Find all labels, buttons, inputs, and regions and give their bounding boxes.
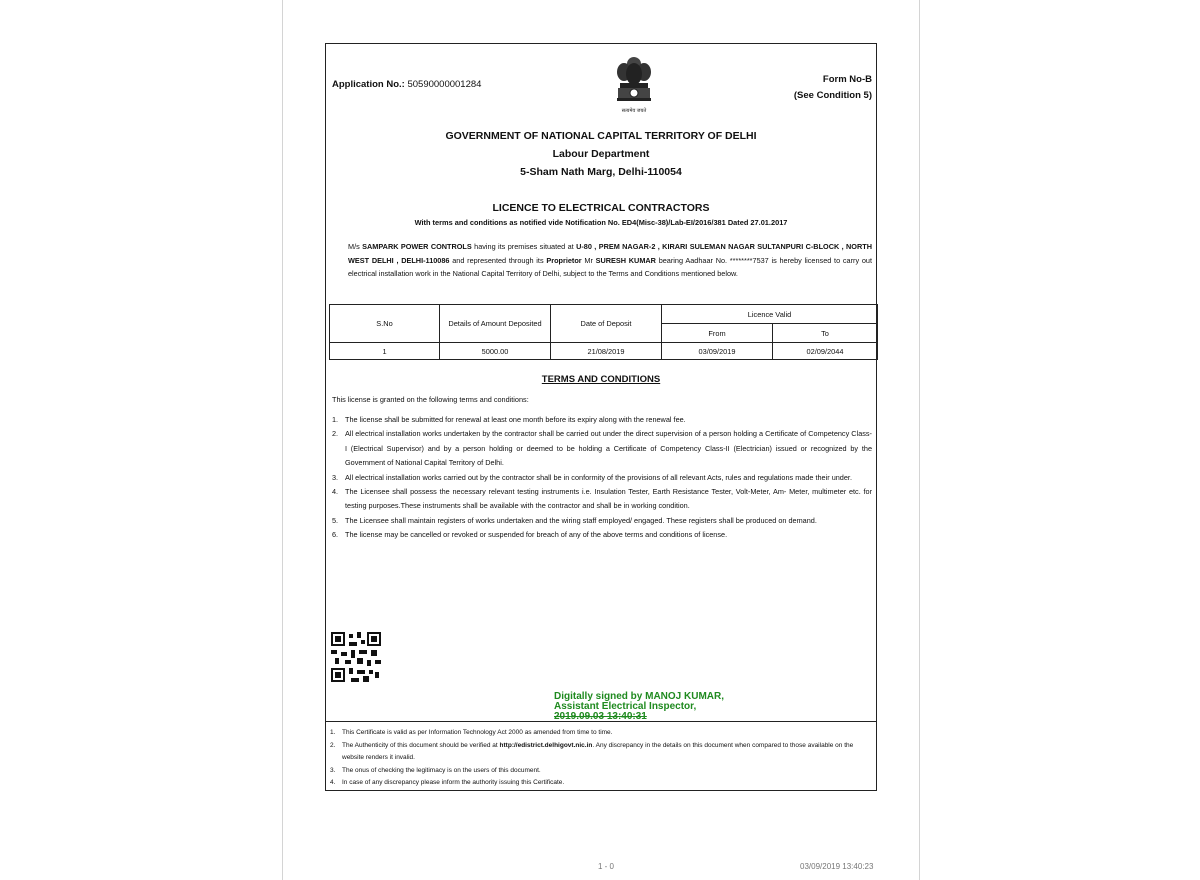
svg-text:सत्यमेव जयते: सत्यमेव जयते bbox=[621, 108, 647, 114]
list-item: 2. All electrical installation works undertaken by the contractor shall be carried out under the direct supervision of a person holding a Certificate of Competency Class-I (Electrical Supervisor) and by a person holding or deemed to be holding a Certificate of Competency Class-II (Electrician) issued or recognized by the Government of National Capital Territory of Delhi. bbox=[332, 429, 872, 468]
list-item: 3. All electrical installation works carried out by the contractor shall be in conformity of the provisions of all relevant Acts, rules and regulations made their under. bbox=[332, 472, 852, 482]
terms-title: TERMS AND CONDITIONS bbox=[541, 374, 661, 385]
list-item: 4. In case of any discrepancy please inform the authority issuing this Certificate. bbox=[330, 779, 565, 787]
licence-certificate bbox=[325, 43, 877, 791]
deposit-table bbox=[329, 304, 878, 360]
list-item: 3. The onus of checking the legitimacy is on the users of this document. bbox=[330, 766, 541, 774]
issuing-authority: GOVERNMENT OF NATIONAL CAPITAL TERRITORY OF DELHI Labour Department 5-Sham Nath Marg, Delhi-110054 bbox=[445, 130, 757, 178]
header-sno: S.No bbox=[330, 305, 440, 343]
header-to: To bbox=[773, 324, 878, 343]
header-date: Date of Deposit bbox=[551, 305, 662, 343]
cell-date: 21/08/2019 bbox=[551, 343, 662, 360]
terms-intro: This license is granted on the following terms and conditions: bbox=[332, 395, 529, 404]
national-emblem-icon bbox=[612, 54, 656, 116]
list-item: 6. The license may be cancelled or revoked or suspended for breach of any of the above terms and conditions of license. bbox=[332, 530, 728, 540]
footer-divider bbox=[326, 721, 876, 722]
cell-to: 02/09/2044 bbox=[773, 343, 878, 360]
qr-code-icon bbox=[331, 632, 381, 682]
table-row bbox=[330, 343, 878, 360]
list-item: 1. The license shall be submitted for renewal at least one month before its expiry along with the renewal fee. bbox=[332, 415, 686, 424]
licence-title: LICENCE TO ELECTRICAL CONTRACTORS bbox=[492, 202, 710, 214]
list-item: 2. The Authenticity of this document should be verified at http://edistrict.delhigovt.nic.in. Any discrepancy in the details on this document when compared to those available on the website renders it invalid. bbox=[330, 741, 854, 762]
header-from: From bbox=[662, 324, 773, 343]
list-item: 1. This Certificate is valid as per Information Technology Act 2000 as amended from time to time. bbox=[330, 729, 613, 736]
terms-list bbox=[332, 413, 872, 543]
list-item: 4. The Licensee shall possess the necessary relevant testing instruments i.e. Insulation Tester, Earth Resistance Tester, Volt-Meter, Am- Meter, multimeter etc. for testing purposes.These instruments shall be available with the contractor and shall be in working condition. bbox=[332, 487, 872, 511]
certificate-notes bbox=[330, 727, 872, 790]
list-item: 5. The Licensee shall maintain registers of works undertaken and the wiring staff employed/ engaged. These registers shall be produced on demand. bbox=[332, 515, 817, 525]
print-timestamp: 03/09/2019 13:40:23 bbox=[800, 862, 874, 871]
digital-signature: Digitally signed by MANOJ KUMAR, Assistant Electrical Inspector, 2019.09.03 13:40:31 bbox=[554, 691, 725, 722]
licence-notification: With terms and conditions as notified vide Notification No. ED4(Misc-38)/Lab-EI/2016/381 Dated 27.01.2017 bbox=[414, 218, 788, 227]
application-number: Application No.: 50590000001284 bbox=[332, 79, 482, 90]
licence-statement: M/s SAMPARK POWER CONTROLS having its premises situated at U-80 , PREM NAGAR-2 , KIRARI SULEMAN NAGAR SULTANPURI C-BLOCK , NORTH WEST DELHI , DELHI-110086 and represented through its Proprietor Mr SURESH KUMAR bearing Aadhaar No. ********7537 is hereby licensed to carry out electrical installation work in the National Capital Territory of Delhi, subject to the Terms and Conditions mentioned below. bbox=[348, 242, 872, 278]
header-amount: Details of Amount Deposited bbox=[440, 305, 551, 343]
cell-from: 03/09/2019 bbox=[662, 343, 773, 360]
verification-link: http://edistrict.delhigovt.nic.in bbox=[499, 741, 593, 749]
cell-amount: 5000.00 bbox=[440, 343, 551, 360]
page-indicator: 1 - 0 bbox=[598, 862, 615, 871]
form-number: Form No-B (See Condition 5) bbox=[793, 74, 872, 101]
cell-sno: 1 bbox=[330, 343, 440, 360]
header-licence-valid: Licence Valid bbox=[662, 305, 878, 324]
